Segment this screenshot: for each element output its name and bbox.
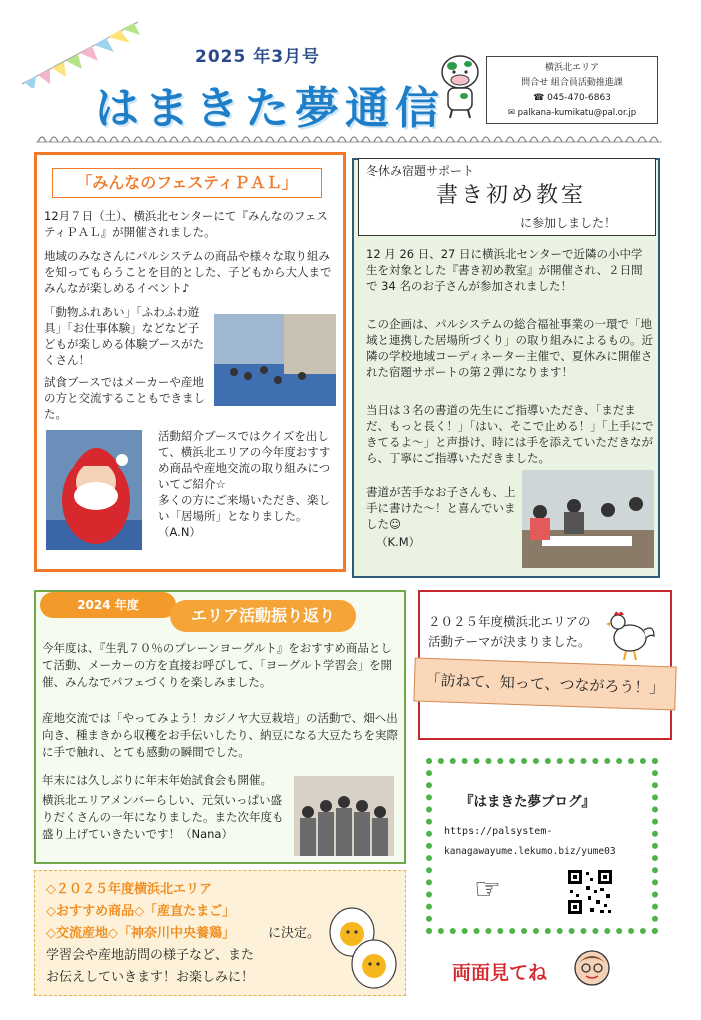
calligraphy-paragraph-2: この企画は、パルシステムの総合福祉事業の一環で「地域と連携した居場所づくり」の取り組みによるもの。近隣の学校地域コーディネーター主催で、夏休みに開催された宿題サポートの第２弾になります！ <box>366 317 654 379</box>
spiral-loop <box>74 137 82 142</box>
spiral-loop <box>566 137 574 142</box>
spiral-loop <box>206 137 214 142</box>
spiral-loop <box>422 137 430 142</box>
contact-area: 横浜北エリア <box>544 63 599 73</box>
spiral-loop <box>554 137 562 142</box>
next-year-line-5: お伝えしていきます！お楽しみに！ <box>46 970 255 985</box>
spiral-loop <box>482 137 490 142</box>
calligraphy-subtitle: 冬休み宿題サポート <box>366 164 475 178</box>
calligraphy-paragraph-4: 書道が苦手なお子さんも、上手に書けた～！と喜んでいました☺ <box>366 485 516 531</box>
spiral-loop <box>518 137 526 142</box>
issue-date: 2025 年3月号 <box>195 47 321 67</box>
calligraphy-class-photo <box>522 470 654 568</box>
spiral-loop <box>626 137 634 142</box>
contact-phone: 045-470-6863 <box>547 93 611 103</box>
spiral-loop <box>302 137 310 142</box>
next-year-line-3: ◇交流産地◇「神奈川中央養鶏」 <box>46 926 235 941</box>
spiral-loop <box>158 137 166 142</box>
spiral-loop <box>650 137 658 142</box>
spiral-loop <box>62 137 70 142</box>
spiral-loop <box>446 137 454 142</box>
phone-icon: ☎ <box>533 93 548 103</box>
festival-crowd-photo <box>214 314 336 406</box>
spiral-loop <box>578 137 586 142</box>
spiral-loop <box>278 137 286 142</box>
contact-box <box>486 56 658 124</box>
spiral-loop <box>242 137 250 142</box>
spiral-loop <box>530 137 538 142</box>
spiral-loop <box>38 137 46 142</box>
spiral-loop <box>494 137 502 142</box>
spiral-loop <box>506 137 514 142</box>
qr-code-icon[interactable] <box>566 868 614 916</box>
next-year-line-1: ◇２０２５年度横浜北エリア <box>46 882 212 897</box>
spiral-loop <box>230 137 238 142</box>
blog-url-line-2[interactable]: kanagawayume.lekumo.biz/yume03 <box>444 846 616 857</box>
review-paragraph-1: 今年度は、『生乳７０％のプレーンヨーグルト』をおすすめ商品として活動、メーカーの方を直接お呼びして、「ヨーグルト学習会」を開催、みんなでパフェづくりを楽しみました。 <box>42 641 392 689</box>
spiral-loop <box>638 137 646 142</box>
spiral-loop <box>410 137 418 142</box>
spiral-loop <box>362 137 370 142</box>
rooster-icon <box>606 606 656 662</box>
spiral-loop <box>86 137 94 142</box>
spiral-loop <box>218 137 226 142</box>
santa-balloon-photo <box>46 430 142 550</box>
spiral-loop <box>326 137 334 142</box>
festival-paragraph-2: 地域のみなさんにパルシステムの商品や様々な取り組みを知ってもらうことを目的とした、子どもから大人までみんなが楽しめるイベント♪ <box>44 249 332 295</box>
review-paragraph-2: 産地交流では「やってみよう！カジノヤ大豆栽培」の活動で、畑へ出向き、種まきから収穫をお手伝いしたり、納豆になる大豆たちを実際に手で触れ、とても感動の瞬間でした。 <box>42 711 399 759</box>
calligraphy-paragraph-1: 12 月 26 日、27 日に横浜北センターで近隣の小中学生を対象とした『書き初め教室』が開催され、２日間で 34 名のお子さんが参加されました！ <box>366 247 643 293</box>
theme-line-2: 活動テーマが決まりました。 <box>428 634 591 649</box>
calligraphy-signature: （K.M） <box>376 535 421 549</box>
cow-mascot-icon <box>432 50 488 120</box>
spiral-divider <box>36 132 662 146</box>
spiral-loop <box>542 137 550 142</box>
face-icon <box>572 948 612 988</box>
spiral-loop <box>266 137 274 142</box>
festival-paragraph-3: 「動物ふれあい」「ふわふわ遊具」「お仕事体験」などなど子どもが楽しめる体験ブースがたくさん！ <box>44 305 205 367</box>
spiral-loop <box>254 137 262 142</box>
pointing-hand-icon: ☞ <box>474 872 501 907</box>
spiral-loop <box>386 137 394 142</box>
next-year-line-4: 学習会や産地訪問の様子など、また <box>46 948 255 963</box>
spiral-loop <box>98 137 106 142</box>
spiral-loop <box>602 137 610 142</box>
review-group-photo <box>294 776 394 856</box>
spiral-loop <box>398 137 406 142</box>
blog-url-line-1[interactable]: https://palsystem- <box>444 826 553 837</box>
theme-slogan: 「訪ねて、知って、つながろう！」 <box>413 657 676 710</box>
spiral-loop <box>374 137 382 142</box>
contact-inquiry: 問合せ 組合員活動推進課 <box>521 78 623 88</box>
festival-paragraph-1: 12月７日（土）、横浜北センターにて『みんなのフェスティＰＡＬ』が開催されました。 <box>44 209 328 239</box>
spiral-loop <box>350 137 358 142</box>
calligraphy-paragraph-3: 当日は３名の書道の先生にご指導いただき、「まだまだ、もっと長く！」「はい、そこで止める！」「上手にできてるよ～」と声掛け、時には手を添えていただきながら、丁寧にご指導いただきました。 <box>366 403 654 465</box>
calligraphy-heading: 書き初め教室 <box>436 183 587 208</box>
festival-title: 「みんなのフェスティＰＡＬ」 <box>52 168 322 198</box>
spiral-loop <box>50 137 58 142</box>
contact-email[interactable]: palkana-kumikatu@pal.or.jp <box>517 108 637 118</box>
spiral-loop <box>614 137 622 142</box>
spiral-loop <box>122 137 130 142</box>
review-title: エリア活動振り返り <box>170 600 356 632</box>
egg-illustration-icon <box>322 904 402 990</box>
festival-paragraph-6: 多くの方にご来場いただき、楽しい「居場所」となりました。（A.N） <box>158 493 331 539</box>
festival-paragraph-5: 活動紹介ブースではクイズを出して、横浜北エリアの今年度おすすめ商品や産地交流の取り組みについてご紹介☆ <box>158 429 331 491</box>
spiral-loop <box>458 137 466 142</box>
spiral-loop <box>470 137 478 142</box>
spiral-loop <box>590 137 598 142</box>
spiral-loop <box>134 137 142 142</box>
spiral-loop <box>182 137 190 142</box>
spiral-loop <box>314 137 322 142</box>
newsletter-title: はまきた夢通信 <box>95 83 445 134</box>
theme-line-1: ２０２５年度横浜北エリアの <box>428 614 591 629</box>
calligraphy-tail: に参加しました！ <box>520 216 617 230</box>
spiral-loop <box>170 137 178 142</box>
flip-page-note: 両面見てね <box>452 962 548 984</box>
spiral-loop <box>110 137 118 142</box>
next-year-line-3-suffix: に決定。 <box>268 926 321 941</box>
mail-icon: ✉ <box>507 108 518 118</box>
review-year-badge: 2024 年度 <box>40 592 176 618</box>
spiral-loop <box>338 137 346 142</box>
spiral-loop <box>146 137 154 142</box>
review-paragraph-4: 横浜北エリアメンバーらしい、元気いっぱい盛りだくさんの一年になりました。また次年度も盛り上げていきたいです！（Nana） <box>42 793 284 841</box>
next-year-line-2: ◇おすすめ商品◇「産直たまご」 <box>46 904 236 919</box>
festival-paragraph-4: 試食ブースではメーカーや産地の方と交流することもできました。 <box>44 375 205 421</box>
blog-title: 『はまきた夢ブログ』 <box>460 794 595 810</box>
spiral-loop <box>290 137 298 142</box>
spiral-loop <box>194 137 202 142</box>
spiral-loop <box>434 137 442 142</box>
review-paragraph-3: 年末には久しぶりに年末年始試食会も開催。 <box>42 773 272 787</box>
